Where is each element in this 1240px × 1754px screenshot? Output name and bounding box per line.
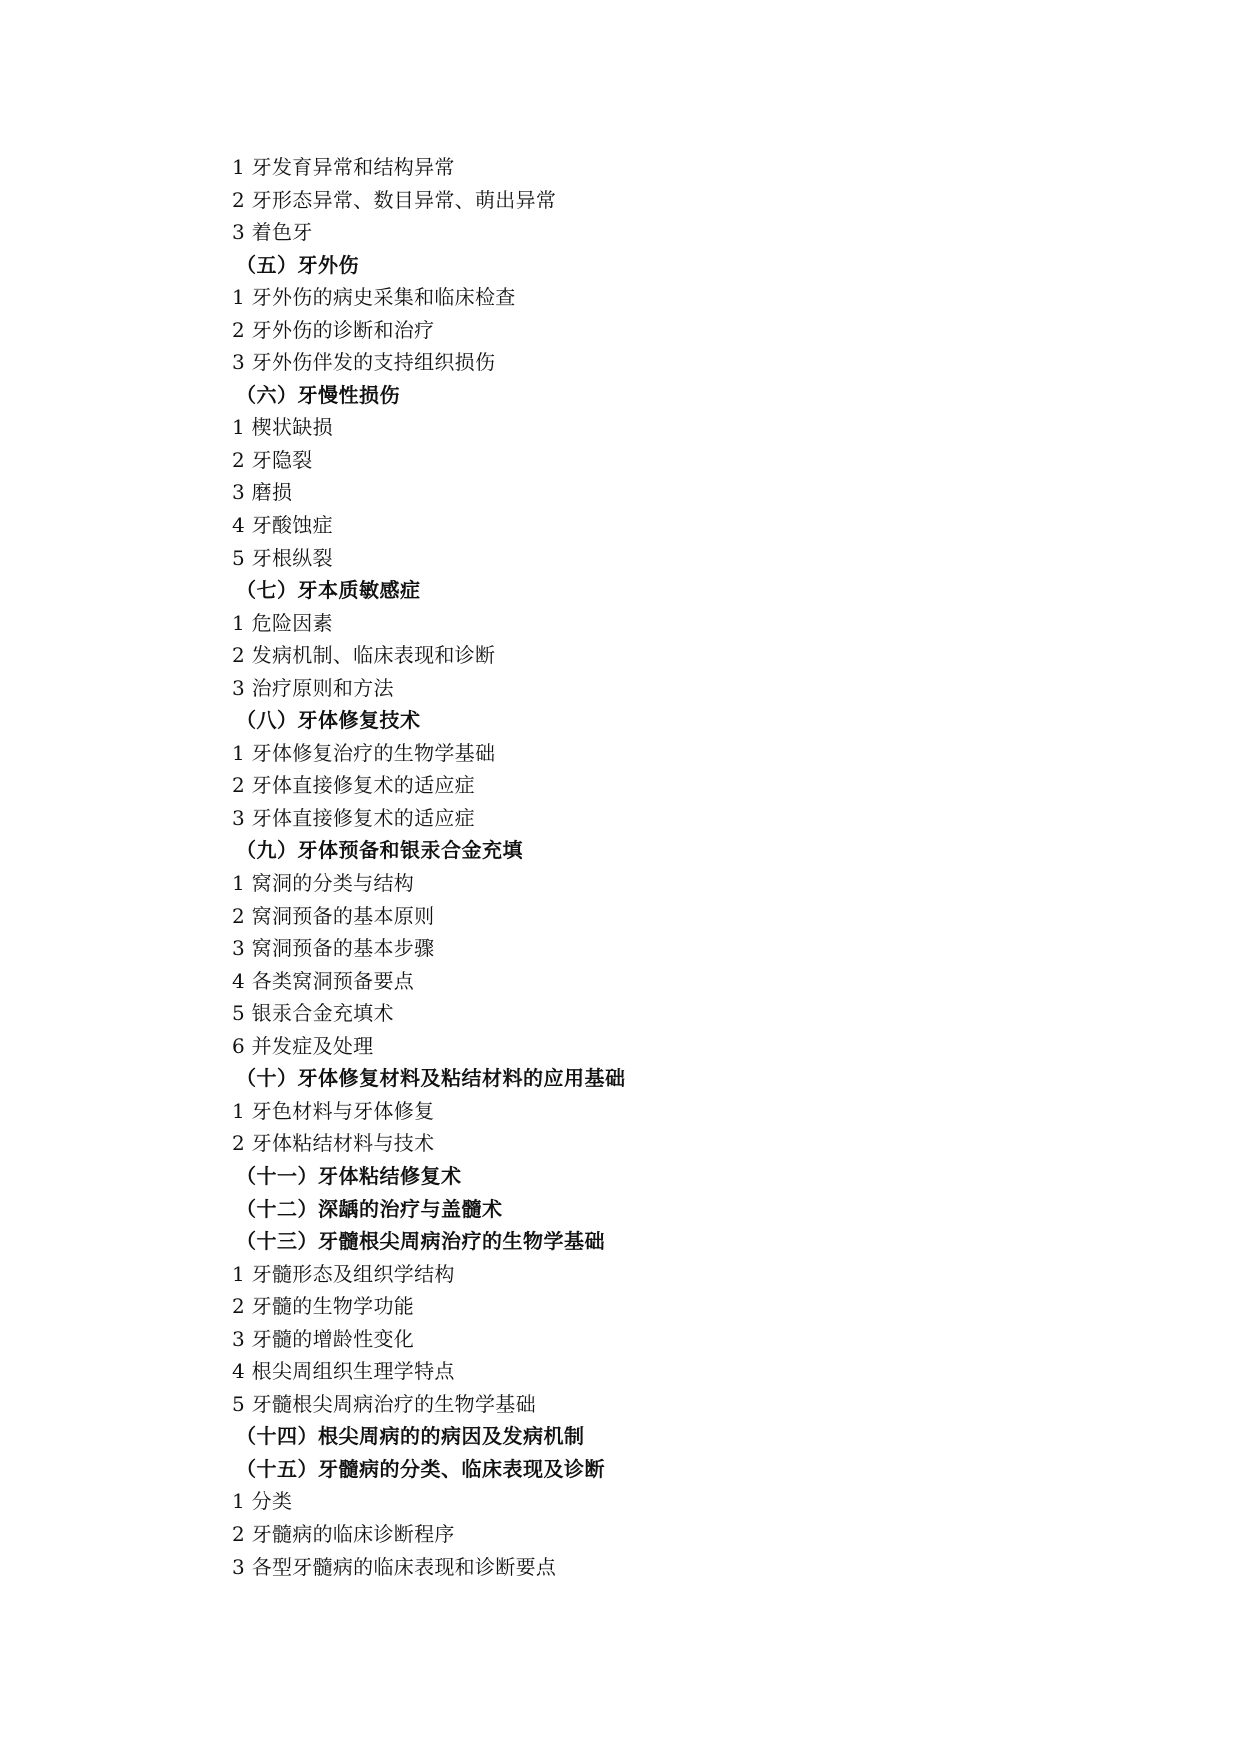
section-heading: （十一）牙体粘结修复术 [236,1163,462,1188]
outline-item: 1 牙髓形态及组织学结构 [232,1261,455,1286]
outline-item: 1 分类 [232,1489,293,1514]
outline-item: 5 银汞合金充填术 [232,1001,394,1026]
outline-item: 3 磨损 [232,480,293,505]
section-heading: （八）牙体修复技术 [236,708,421,733]
section-heading: （六）牙慢性损伤 [236,382,400,407]
outline-item: 2 窝洞预备的基本原则 [232,903,435,928]
outline-item: 1 楔状缺损 [232,415,333,440]
outline-item: 5 牙根纵裂 [232,545,333,570]
outline-item: 2 牙外伤的诊断和治疗 [232,317,435,342]
section-heading: （十）牙体修复材料及粘结材料的应用基础 [236,1066,626,1091]
section-heading: （十五）牙髓病的分类、临床表现及诊断 [236,1456,605,1481]
outline-item: 3 牙外伤伴发的支持组织损伤 [232,350,496,375]
outline-item: 1 牙色材料与牙体修复 [232,1098,435,1123]
outline-item: 3 各型牙髓病的临床表现和诊断要点 [232,1554,557,1579]
outline-item: 1 牙发育异常和结构异常 [232,155,455,179]
outline-item: 2 牙隐裂 [232,447,313,472]
outline-item: 2 发病机制、临床表现和诊断 [232,643,496,668]
outline-item: 1 危险因素 [232,610,333,635]
outline-item: 2 牙髓的生物学功能 [232,1294,415,1319]
outline-item: 1 窝洞的分类与结构 [232,871,415,896]
outline-item: 6 并发症及处理 [232,1033,374,1058]
outline-item: 1 牙体修复治疗的生物学基础 [232,740,496,765]
section-heading: （十四）根尖周病的的病因及发病机制 [236,1424,585,1449]
section-heading: （七）牙本质敏感症 [236,578,421,603]
outline-item: 5 牙髓根尖周病治疗的生物学基础 [232,1391,536,1416]
section-heading: （十三）牙髓根尖周病治疗的生物学基础 [236,1229,605,1254]
outline-item: 3 牙髓的增龄性变化 [232,1326,415,1351]
outline-item: 3 治疗原则和方法 [232,675,394,700]
outline-item: 2 牙体粘结材料与技术 [232,1131,435,1156]
outline-item: 1 牙外伤的病史采集和临床检查 [232,285,516,310]
section-heading: （五）牙外伤 [236,252,359,277]
outline-item: 2 牙髓病的临床诊断程序 [232,1521,455,1546]
outline-item: 3 窝洞预备的基本步骤 [232,936,435,961]
outline-item: 4 各类窝洞预备要点 [232,968,415,993]
outline-item: 3 牙体直接修复术的适应症 [232,805,475,830]
section-heading: （九）牙体预备和银汞合金充填 [236,838,523,863]
outline-item: 2 牙形态异常、数目异常、萌出异常 [232,187,557,212]
syllabus-outline [232,151,1112,1583]
outline-item: 3 着色牙 [232,220,313,245]
section-heading: （十二）深龋的治疗与盖髓术 [236,1196,503,1221]
outline-item: 4 牙酸蚀症 [232,513,333,538]
outline-item: 4 根尖周组织生理学特点 [232,1359,455,1384]
outline-item: 2 牙体直接修复术的适应症 [232,773,475,798]
